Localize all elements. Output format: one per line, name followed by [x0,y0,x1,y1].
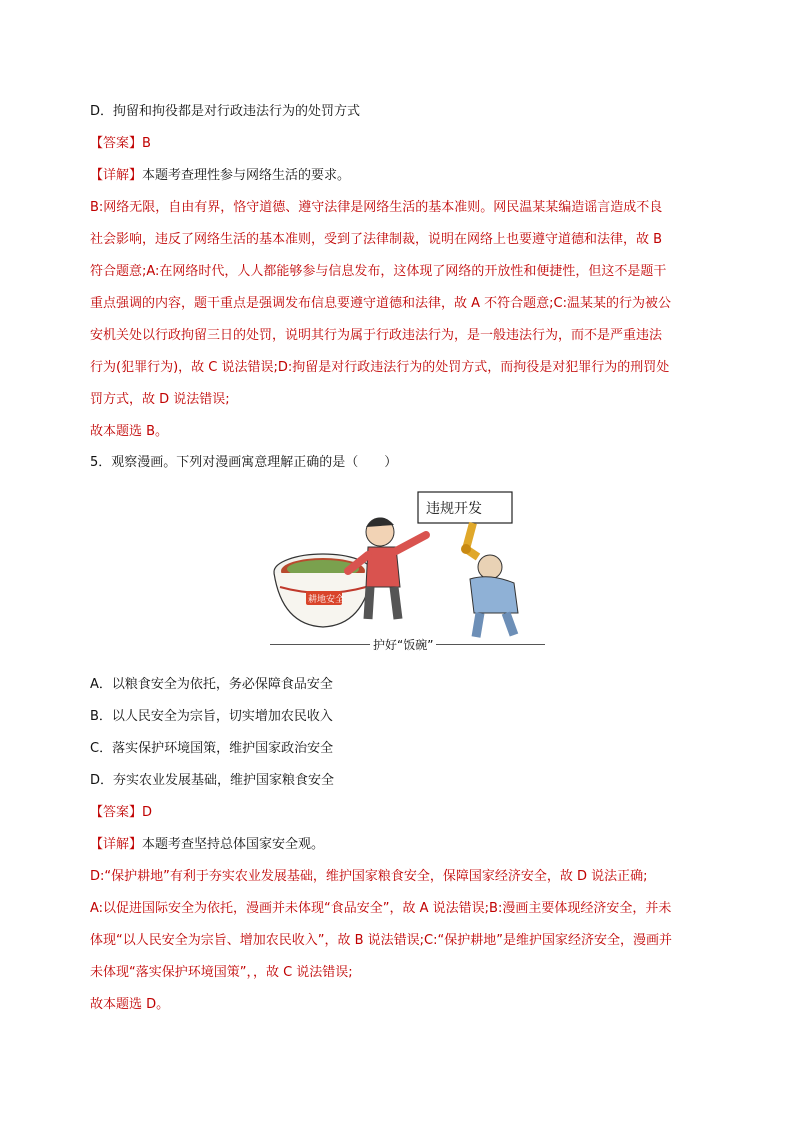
explanation-1-line-4: 重点强调的内容，题干重点是强调发布信息要遵守道德和法律，故 A 不符合题意;C:温某某的行为被公 [90,296,671,311]
option-a: A．以粮食安全为依托，务必保障食品安全 [90,677,333,692]
answer-label-1: 【答案】 [90,136,143,151]
option-d-previous: D．拘留和拘役都是对行政违法行为的处罚方式 [90,104,361,119]
answer-value-1: B [142,136,151,151]
explanation-2-line-2: A:以促进国际安全为依托，漫画并未体现“食品安全”，故 A 说法错误;B:漫画主要体现经济安全，并未 [90,901,672,916]
answer-line-2 [90,804,152,822]
explanation-1-conclusion: 故本题选 B。 [90,424,169,439]
explanation-1-line-7: 罚方式，故 D 说法错误; [90,392,230,407]
detail-text-2: 本题考查坚持总体国家安全观。 [142,837,325,852]
question-5-stem: 5．观察漫画。下列对漫画寓意理解正确的是（ ） [90,455,398,470]
explanation-2-line-1: D:“保护耕地”有利于夯实农业发展基础，维护国家粮食安全，保障国家经济安全，故 D 说法正确; [90,869,648,884]
explanation-1-line-2: 社会影响，违反了网络生活的基本准则，受到了法律制裁，说明在网络上也要遵守道德和法律，故 B [90,232,663,247]
explanation-1-line-3: 符合题意;A:在网络时代，人人都能够参与信息发布，这体现了网络的开放性和便捷性，但这不是题干 [90,264,667,279]
explanation-1-line-5: 安机关处以行政拘留三日的处罚，说明其行为属于行政违法行为，是一般违法行为，而不是严重违法 [90,328,663,343]
detail-label-2: 【详解】 [90,837,143,852]
explanation-2-line-3: 体现“以人民安全为宗旨、增加农民收入”，故 B 说法错误;C:“保护耕地”是维护国家经济安全，漫画并 [90,933,672,948]
detail-text-1: 本题考查理性参与网络生活的要求。 [142,168,351,183]
answer-line-1 [90,135,151,153]
detail-line-2 [90,836,324,854]
explanation-1-line-1: B:网络无限，自由有界，恪守道德、遵守法律是网络生活的基本准则。网民温某某编造谣言造成不良 [90,200,663,215]
bowl-text: 耕地安全 [308,595,345,605]
explanation-2-line-4: 未体现“落实保护环境国策”，，故 C 说法错误; [90,965,353,980]
option-d: D．夯实农业发展基础，维护国家粮食安全 [90,773,335,788]
explanation-2-conclusion: 故本题选 D。 [90,997,170,1012]
sign-text: 违规开发 [426,501,482,517]
option-c: C．落实保护环境国策，维护国家政治安全 [90,741,334,756]
detail-line-1 [90,167,350,185]
explanation-1-line-6: 行为(犯罪行为)，故 C 说法错误;D:拘留是对行政违法行为的处罚方式，而拘役是对犯罪行为的刑罚处 [90,360,670,375]
cartoon-illustration [268,487,546,647]
cartoon-caption: 护好“饭碗” [370,636,436,653]
answer-value-2: D [142,805,153,820]
detail-label-1: 【详解】 [90,168,143,183]
answer-label-2: 【答案】 [90,805,143,820]
option-b: B．以人民安全为宗旨，切实增加农民收入 [90,709,333,724]
